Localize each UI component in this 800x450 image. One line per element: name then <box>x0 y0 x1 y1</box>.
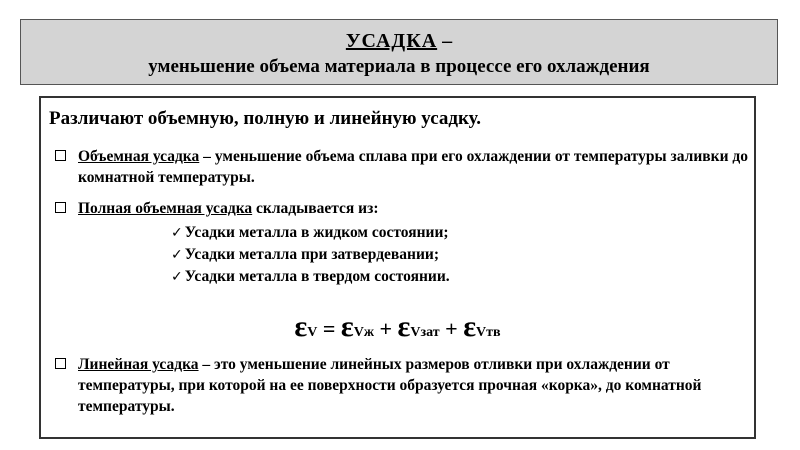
header-dash: – <box>437 30 453 52</box>
checkbox-square-icon <box>55 150 66 161</box>
checkbox-square-icon <box>55 202 66 213</box>
formula-plus: + <box>439 316 464 341</box>
header-box <box>20 19 778 85</box>
formula-subscript: Vтв <box>476 325 501 340</box>
intro-text: Различают объемную, полную и линейную усадку. <box>49 108 481 129</box>
checkmark-icon: ✓ <box>171 225 183 241</box>
bullet-linear-shrinkage <box>78 354 748 417</box>
bullet-term: Полная объемная усадка <box>78 200 253 217</box>
sub-list-item: ✓ Усадки металла в твердом состоянии. <box>171 268 450 285</box>
formula-subscript: Vзат <box>410 325 440 340</box>
sub-list <box>171 222 450 288</box>
bullet-total-shrinkage <box>78 198 748 219</box>
shrinkage-formula <box>41 310 754 344</box>
checkbox-square-icon <box>55 358 66 369</box>
header-title: УСАДКА <box>345 30 438 52</box>
epsilon-symbol: ε <box>340 310 354 343</box>
bullet-volumetric-shrinkage <box>78 146 748 188</box>
formula-subscript: Vж <box>353 325 374 340</box>
bullet-term: Линейная усадка <box>78 356 199 373</box>
header-subtitle: уменьшение объема материала в процессе его охлаждения <box>148 56 650 77</box>
bullet-text: – это уменьшение линейных размеров отливки при охлаждении от температуры, при которой на ее поверхности образуется прочная «корка», до комнатной температуры. <box>78 356 702 415</box>
formula-equals: = <box>317 316 341 341</box>
epsilon-symbol: ε <box>397 310 411 343</box>
content-box <box>39 96 756 439</box>
formula-plus: + <box>374 316 398 341</box>
sub-list-item: ✓ Усадки металла в жидком состоянии; <box>171 224 449 241</box>
bullet-text: складывается из: <box>252 200 379 217</box>
epsilon-symbol: ε <box>294 310 308 343</box>
bullet-term: Объемная усадка <box>78 148 200 165</box>
header-title-line <box>21 29 777 53</box>
formula-subscript: V <box>307 325 318 340</box>
bullet-text: – уменьшение объема сплава при его охлаждении от температуры заливки до комнатной температуры. <box>78 148 749 186</box>
checkmark-icon: ✓ <box>171 247 183 263</box>
epsilon-symbol: ε <box>463 310 477 343</box>
sub-list-item: ✓ Усадки металла при затвердевании; <box>171 246 439 263</box>
checkmark-icon: ✓ <box>171 269 183 285</box>
